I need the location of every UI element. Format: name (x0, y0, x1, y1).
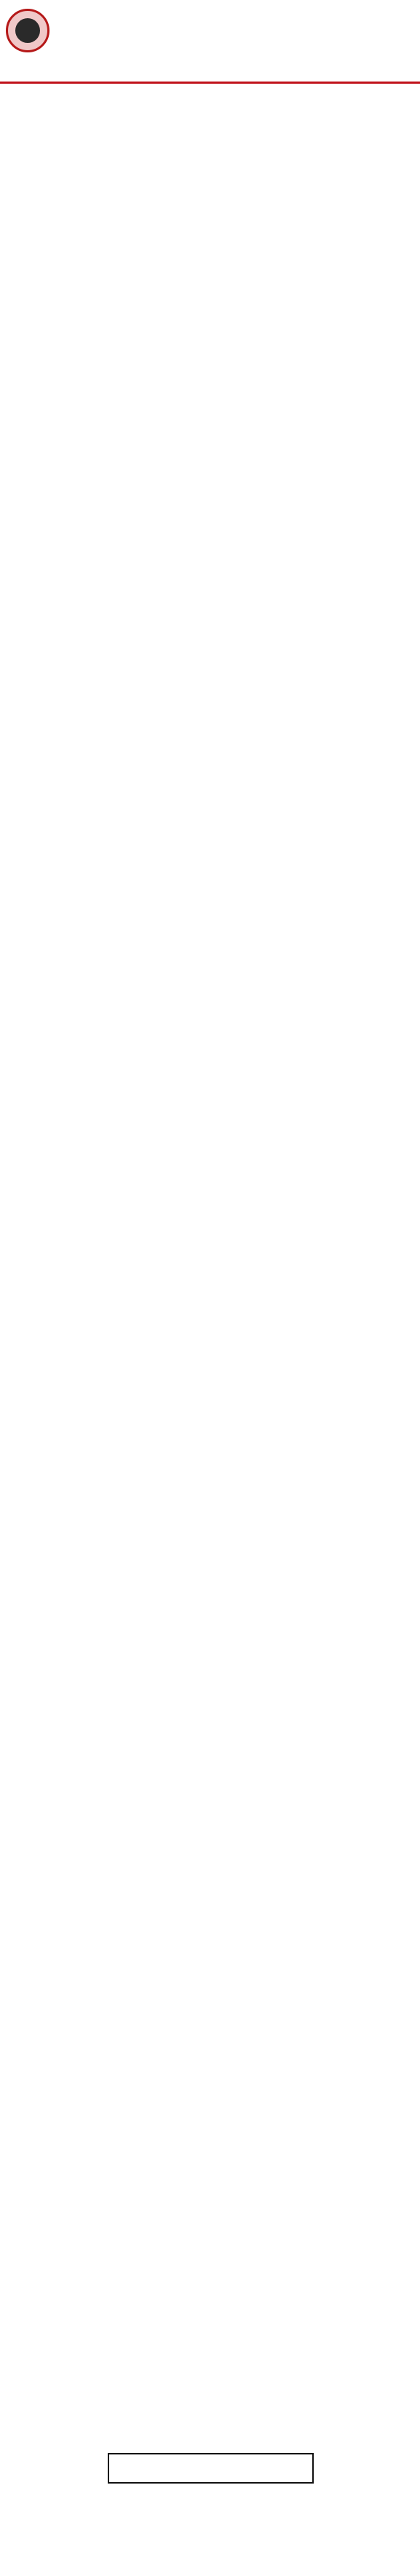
masthead-divider (0, 82, 420, 84)
party-emblem-logo (6, 9, 49, 52)
continuation-box (108, 2453, 314, 2484)
masthead (0, 0, 420, 86)
